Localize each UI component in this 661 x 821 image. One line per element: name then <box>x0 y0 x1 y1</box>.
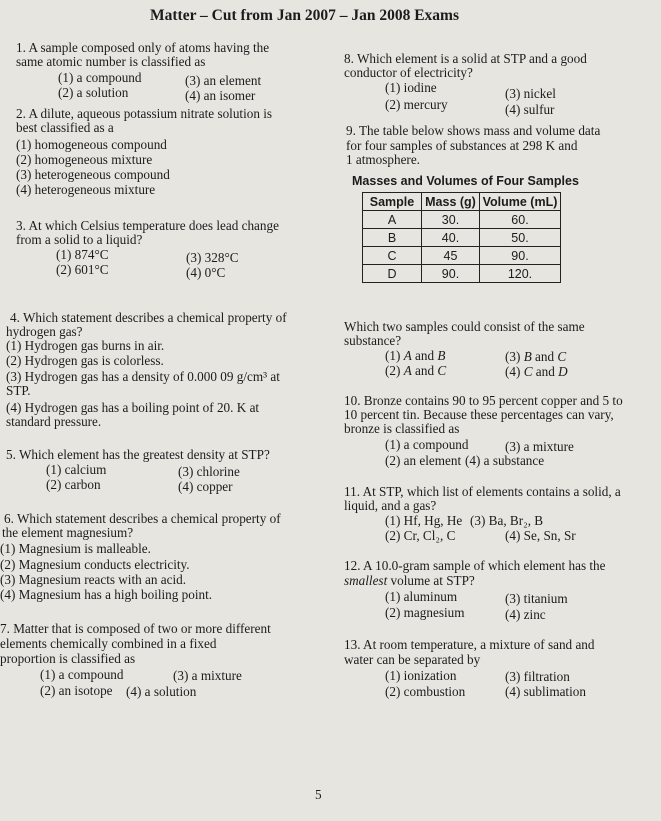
answer-choice: (1) calcium <box>46 462 107 477</box>
question-stem: 2. A dilute, aqueous potassium nitrate solution is <box>16 106 273 121</box>
answer-choice: STP. <box>6 383 31 398</box>
question-stem: 1. A sample composed only of atoms having the <box>16 40 270 55</box>
answer-choice: (3) Ba, Br₂, B <box>470 513 544 528</box>
answer-choice: (1) ionization <box>385 668 457 683</box>
answer-choice: (2) a solution <box>58 85 129 100</box>
table-cell: 40. <box>422 229 480 247</box>
answer-choice: (1) a compound <box>40 667 124 682</box>
question-stem: best classified as a <box>16 120 114 135</box>
question-stem: the element magnesium? <box>2 525 134 540</box>
answer-choice: (3) a mixture <box>173 668 242 683</box>
table-header-row <box>363 193 561 211</box>
page-number: 5 <box>315 787 322 802</box>
answer-choice: (2) an element <box>385 453 462 468</box>
answer-choice: (2) Magnesium conducts electricity. <box>0 557 190 572</box>
answer-choice: (4) an isomer <box>185 88 256 103</box>
question-stem: elements chemically combined in a fixed <box>0 636 217 651</box>
question-stem: 10. Bronze contains 90 to 95 percent copper and 5 to <box>344 393 623 408</box>
answer-choice: (4) copper <box>178 479 233 494</box>
question-stem: 5. Which element has the greatest density at STP? <box>6 447 270 462</box>
answer-choice: standard pressure. <box>6 414 102 429</box>
question-stem: 11. At STP, which list of elements contains a solid, a <box>344 484 621 499</box>
question-stem: 1 atmosphere. <box>346 152 420 167</box>
answer-choice: (1) A and B <box>385 348 446 363</box>
question-stem: same atomic number is classified as <box>16 54 206 69</box>
answer-choice: (1) 874°C <box>56 247 109 262</box>
answer-choice: (3) Magnesium reacts with an acid. <box>0 572 187 587</box>
answer-choice: (1) a compound <box>58 70 142 85</box>
answer-choice: (4) heterogeneous mixture <box>16 182 156 197</box>
table-row <box>363 229 561 247</box>
table-cell: B <box>363 229 422 247</box>
answer-choice: (1) Magnesium is malleable. <box>0 541 151 556</box>
question-stem: liquid, and a gas? <box>344 498 437 513</box>
table-cell: 90. <box>480 247 561 265</box>
table-header-cell: Mass (g) <box>422 193 480 211</box>
question-text: Which two samples could consist of the same <box>344 319 585 334</box>
question-stem: 3. At which Celsius temperature does lead change <box>16 218 279 233</box>
answer-choice: (3) 328°C <box>186 250 239 265</box>
answer-choice: (4) Hydrogen gas has a boiling point of 20. K at <box>6 400 260 415</box>
table-cell: 30. <box>422 211 480 229</box>
question-stem: hydrogen gas? <box>6 324 83 339</box>
mass-volume-table <box>362 192 561 283</box>
answer-choice: (3) chlorine <box>178 464 240 479</box>
question-stem: 6. Which statement describes a chemical property of <box>4 511 281 526</box>
answer-choice: (2) 601°C <box>56 262 109 277</box>
question-stem: 13. At room temperature, a mixture of sand and <box>344 637 595 652</box>
question-stem: from a solid to a liquid? <box>16 232 143 247</box>
question-stem: 9. The table below shows mass and volume data <box>346 123 601 138</box>
question-stem: 4. Which statement describes a chemical property of <box>10 310 287 325</box>
answer-choice: (2) an isotope <box>40 683 113 698</box>
answer-choice: (4) Magnesium has a high boiling point. <box>0 587 213 602</box>
question-text: substance? <box>344 333 402 348</box>
table-row <box>363 247 561 265</box>
page-title: Matter – Cut from Jan 2007 – Jan 2008 Exams <box>150 7 459 24</box>
answer-choice: (3) filtration <box>505 669 570 684</box>
question-stem: 7. Matter that is composed of two or more different <box>0 621 271 636</box>
question-stem: 12. A 10.0-gram sample of which element has the <box>344 558 606 573</box>
table-cell: 60. <box>480 211 561 229</box>
answer-choice: (3) a mixture <box>505 439 574 454</box>
answer-choice: (1) Hydrogen gas burns in air. <box>6 338 165 353</box>
question-stem: proportion is classified as <box>0 651 136 666</box>
question-stem: smallest volume at STP? <box>344 573 475 588</box>
answer-choice: (1) iodine <box>385 80 437 95</box>
answer-choice: (2) mercury <box>385 97 448 112</box>
answer-choice: (2) combustion <box>385 684 466 699</box>
answer-choice: (2) carbon <box>46 477 101 492</box>
table-cell: 45 <box>422 247 480 265</box>
answer-choice: (3) an element <box>185 73 262 88</box>
answer-choice: (1) aluminum <box>385 589 458 604</box>
answer-choice: (3) titanium <box>505 591 568 606</box>
answer-choice: (4) a solution <box>126 684 197 699</box>
answer-choice: (2) Hydrogen gas is colorless. <box>6 353 164 368</box>
table-cell: 120. <box>480 265 561 283</box>
answer-choice: (4) sublimation <box>505 684 586 699</box>
answer-choice: (3) heterogeneous compound <box>16 167 170 182</box>
table-cell: 90. <box>422 265 480 283</box>
question-stem: 8. Which element is a solid at STP and a good <box>344 51 587 66</box>
answer-choice: (3) B and C <box>505 349 567 364</box>
question-stem: conductor of electricity? <box>344 65 473 80</box>
table-header-cell: Volume (mL) <box>480 193 561 211</box>
answer-choice: (1) a compound <box>385 437 469 452</box>
answer-choice: (4) C and D <box>505 364 568 379</box>
answer-choice: (2) magnesium <box>385 605 465 620</box>
answer-choice: (3) nickel <box>505 86 556 101</box>
table-title: Masses and Volumes of Four Samples <box>352 174 579 188</box>
table-cell: A <box>363 211 422 229</box>
answer-choice: (1) homogeneous compound <box>16 137 167 152</box>
question-stem: 10 percent tin. Because these percentages can vary, <box>344 407 614 422</box>
question-stem: for four samples of substances at 298 K and <box>346 138 578 153</box>
table-cell: 50. <box>480 229 561 247</box>
answer-choice: (2) A and C <box>385 363 447 378</box>
answer-choice: (1) Hf, Hg, He <box>385 513 463 528</box>
question-stem: bronze is classified as <box>344 421 460 436</box>
table-cell: D <box>363 265 422 283</box>
answer-choice: (4) a substance <box>465 453 545 468</box>
question-stem: water can be separated by <box>344 652 481 667</box>
table-row <box>363 265 561 283</box>
answer-choice: (2) homogeneous mixture <box>16 152 153 167</box>
table-cell: C <box>363 247 422 265</box>
answer-choice: (4) Se, Sn, Sr <box>505 528 576 543</box>
answer-choice: (3) Hydrogen gas has a density of 0.000 09 g/cm³ at <box>6 369 280 384</box>
answer-choice: (2) Cr, Cl₂, C <box>385 528 456 543</box>
answer-choice: (4) zinc <box>505 607 546 622</box>
table-row <box>363 211 561 229</box>
answer-choice: (4) 0°C <box>186 265 226 280</box>
answer-choice: (4) sulfur <box>505 102 555 117</box>
table-header-cell: Sample <box>363 193 422 211</box>
